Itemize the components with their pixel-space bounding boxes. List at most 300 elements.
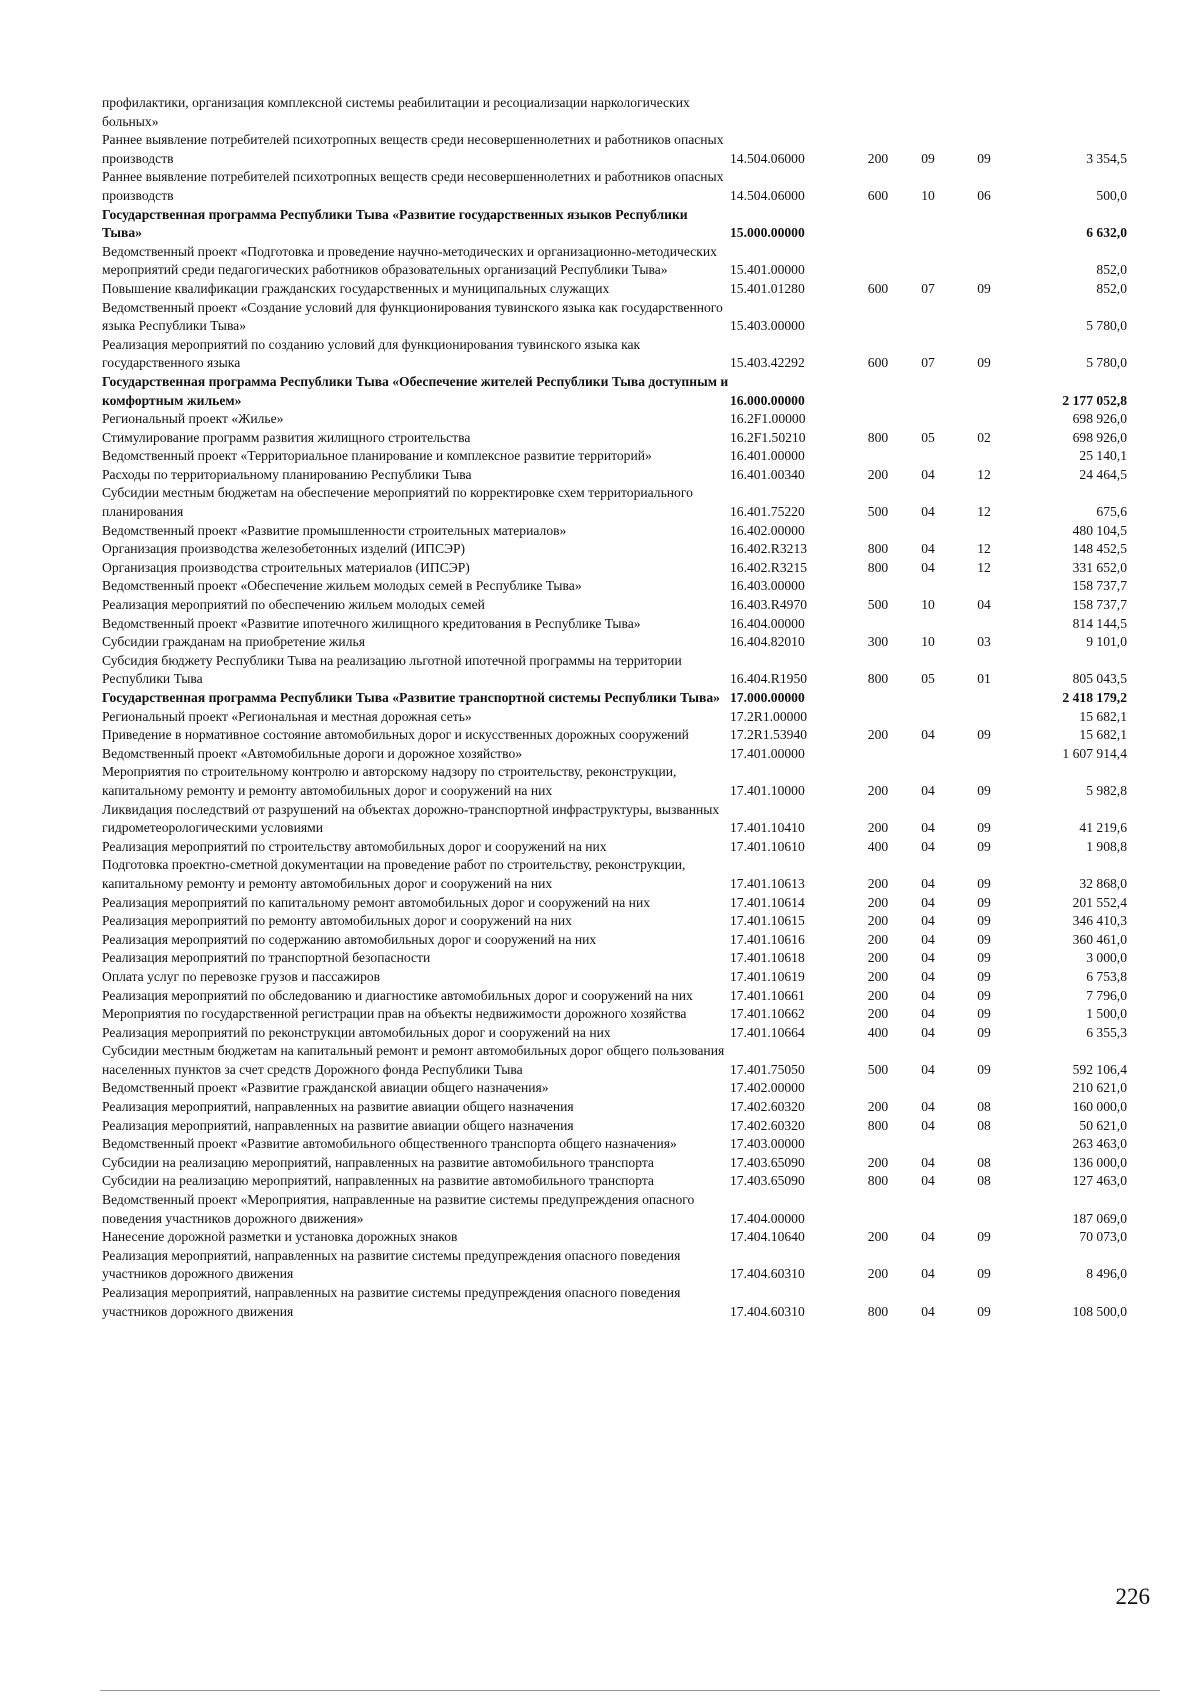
table-row bbox=[102, 894, 1127, 913]
row-csr-code: 17.401.10616 bbox=[730, 931, 805, 947]
table-row bbox=[102, 94, 1127, 131]
row-section: 04 bbox=[921, 559, 935, 575]
row-section: 05 bbox=[921, 671, 935, 687]
row-expense-type bbox=[853, 1135, 903, 1154]
row-subsection bbox=[953, 206, 1015, 243]
row-expense-type: 200 bbox=[867, 875, 889, 891]
row-section bbox=[903, 615, 953, 634]
row-name: Государственная программа Республики Тыва «Развитие государственных языков Республики Тыва» bbox=[102, 206, 688, 241]
row-name: Приведение в нормативное состояние автомобильных дорог и искусственных дорожных сооружений bbox=[102, 727, 689, 743]
table-row bbox=[102, 206, 1127, 243]
table-row bbox=[102, 466, 1127, 485]
row-section: 05 bbox=[921, 429, 935, 445]
row-subsection: 09 bbox=[977, 1266, 991, 1282]
row-amount bbox=[1015, 94, 1127, 131]
row-subsection: 09 bbox=[977, 782, 991, 798]
row-csr-code: 17.403.65090 bbox=[730, 1173, 805, 1189]
table-row bbox=[102, 484, 1127, 521]
row-subsection: 08 bbox=[977, 1117, 991, 1133]
row-section: 04 bbox=[921, 1154, 935, 1170]
row-subsection bbox=[953, 447, 1015, 466]
row-csr-code: 17.2R1.00000 bbox=[730, 708, 808, 724]
row-csr-code: 17.401.00000 bbox=[730, 745, 805, 761]
row-amount: 6 753,8 bbox=[1086, 968, 1127, 984]
table-row bbox=[102, 968, 1127, 987]
row-amount: 8 496,0 bbox=[1086, 1266, 1127, 1282]
row-amount: 698 926,0 bbox=[1072, 429, 1127, 445]
row-name: Реализация мероприятий по ремонту автомобильных дорог и сооружений на них bbox=[102, 913, 572, 929]
row-expense-type bbox=[853, 577, 903, 596]
row-subsection bbox=[953, 410, 1015, 429]
table-row bbox=[102, 652, 1127, 689]
row-expense-type: 600 bbox=[867, 187, 889, 203]
row-subsection: 03 bbox=[977, 634, 991, 650]
row-name: Субсидии на реализацию мероприятий, направленных на развитие автомобильного транспорта bbox=[102, 1154, 654, 1170]
row-csr-code: 16.403.R4970 bbox=[730, 597, 808, 613]
row-name: Реализация мероприятий по реконструкции автомобильных дорог и сооружений на них bbox=[102, 1024, 611, 1040]
table-row bbox=[102, 336, 1127, 373]
row-section bbox=[903, 299, 953, 336]
row-section: 04 bbox=[921, 968, 935, 984]
row-name: Субсидии гражданам на приобретение жилья bbox=[102, 634, 365, 650]
row-section: 07 bbox=[921, 355, 935, 371]
row-section bbox=[903, 1079, 953, 1098]
row-csr-code: 17.401.10664 bbox=[730, 1024, 805, 1040]
table-row bbox=[102, 615, 1127, 634]
row-amount: 814 144,5 bbox=[1072, 615, 1127, 631]
row-name: Ликвидация последствий от разрушений на объектах дорожно-транспортной инфраструктуры, вызванных гидрометеорологическими условиями bbox=[102, 801, 720, 836]
row-amount: 5 780,0 bbox=[1086, 355, 1127, 371]
row-expense-type: 400 bbox=[867, 1024, 889, 1040]
row-subsection: 09 bbox=[977, 931, 991, 947]
row-subsection: 09 bbox=[977, 875, 991, 891]
row-name: Реализация мероприятий по обеспечению жильем молодых семей bbox=[102, 597, 485, 613]
row-amount: 127 463,0 bbox=[1072, 1173, 1127, 1189]
row-subsection: 09 bbox=[977, 1229, 991, 1245]
row-subsection: 09 bbox=[977, 1006, 991, 1022]
table-row bbox=[102, 243, 1127, 280]
row-amount: 15 682,1 bbox=[1079, 708, 1127, 724]
table-row bbox=[102, 745, 1127, 764]
row-csr-code: 17.403.65090 bbox=[730, 1154, 805, 1170]
table-row bbox=[102, 949, 1127, 968]
row-section: 04 bbox=[921, 1006, 935, 1022]
row-name: Реализация мероприятий, направленных на развитие авиации общего назначения bbox=[102, 1099, 574, 1115]
row-subsection: 09 bbox=[977, 355, 991, 371]
row-section: 04 bbox=[921, 1024, 935, 1040]
row-expense-type: 800 bbox=[867, 1173, 889, 1189]
row-subsection: 09 bbox=[977, 280, 991, 296]
row-expense-type bbox=[853, 206, 903, 243]
row-section bbox=[903, 708, 953, 727]
row-amount: 1 607 914,4 bbox=[1062, 745, 1127, 761]
table-row bbox=[102, 1154, 1127, 1173]
row-expense-type: 200 bbox=[867, 782, 889, 798]
row-amount: 136 000,0 bbox=[1072, 1154, 1127, 1170]
row-csr-code: 15.403.42292 bbox=[730, 355, 805, 371]
row-section: 10 bbox=[921, 597, 935, 613]
row-csr-code: 16.401.75220 bbox=[730, 504, 805, 520]
row-expense-type: 400 bbox=[867, 838, 889, 854]
table-row bbox=[102, 856, 1127, 893]
row-subsection: 09 bbox=[977, 987, 991, 1003]
row-csr-code: 15.401.00000 bbox=[730, 262, 805, 278]
row-section bbox=[903, 577, 953, 596]
row-expense-type: 600 bbox=[867, 280, 889, 296]
row-name: Субсидия бюджету Республики Тыва на реализацию льготной ипотечной программы на территории Республики Тыва bbox=[102, 652, 682, 687]
row-expense-type bbox=[853, 299, 903, 336]
row-expense-type: 200 bbox=[867, 1154, 889, 1170]
row-expense-type: 200 bbox=[867, 913, 889, 929]
row-csr-code: 17.403.00000 bbox=[730, 1136, 805, 1152]
row-name: Раннее выявление потребителей психотропных веществ среди несовершеннолетних и работников опасных производств bbox=[102, 169, 724, 203]
table-row bbox=[102, 1172, 1127, 1191]
row-section bbox=[903, 410, 953, 429]
row-amount: 263 463,0 bbox=[1072, 1136, 1127, 1152]
table-row bbox=[102, 1024, 1127, 1043]
row-section bbox=[903, 206, 953, 243]
row-amount: 70 073,0 bbox=[1079, 1229, 1127, 1245]
row-section: 04 bbox=[921, 838, 935, 854]
page-number: 226 bbox=[1115, 1584, 1150, 1609]
table-row bbox=[102, 131, 1127, 168]
row-expense-type: 200 bbox=[867, 931, 889, 947]
row-section bbox=[903, 745, 953, 764]
row-amount: 158 737,7 bbox=[1072, 597, 1127, 613]
row-name: Реализация мероприятий, направленных на развитие системы предупреждения опасного поведения участников дорожного движения bbox=[102, 1285, 681, 1319]
row-expense-type bbox=[853, 689, 903, 708]
row-amount: 108 500,0 bbox=[1072, 1303, 1127, 1319]
row-subsection bbox=[953, 1191, 1015, 1228]
row-amount: 41 219,6 bbox=[1079, 820, 1127, 836]
row-subsection: 08 bbox=[977, 1173, 991, 1189]
row-section: 04 bbox=[921, 931, 935, 947]
row-amount: 24 464,5 bbox=[1079, 466, 1127, 482]
row-name: Ведомственный проект «Развитие гражданской авиации общего назначения» bbox=[102, 1080, 549, 1096]
row-subsection bbox=[953, 615, 1015, 634]
row-name: профилактики, организация комплексной системы реабилитации и ресоциализации наркологических больных» bbox=[102, 95, 690, 129]
row-amount: 2 418 179,2 bbox=[1062, 690, 1127, 705]
row-section: 04 bbox=[921, 894, 935, 910]
row-csr-code: 17.401.10000 bbox=[730, 782, 805, 798]
row-name: Субсидии местным бюджетам на капитальный ремонт и ремонт автомобильных дорог общего пользования населенных пунктов за счет средств Дорожного фонда Республики Тыва bbox=[102, 1043, 725, 1077]
table-row bbox=[102, 280, 1127, 299]
row-expense-type bbox=[853, 522, 903, 541]
row-csr-code: 17.401.10619 bbox=[730, 968, 805, 984]
row-section: 04 bbox=[921, 1099, 935, 1115]
row-csr-code: 17.401.75050 bbox=[730, 1061, 805, 1077]
table-row bbox=[102, 689, 1127, 708]
row-expense-type: 200 bbox=[867, 987, 889, 1003]
row-name: Ведомственный проект «Обеспечение жильем молодых семей в Республике Тыва» bbox=[102, 578, 582, 594]
row-expense-type: 200 bbox=[867, 727, 889, 743]
row-amount: 210 621,0 bbox=[1072, 1080, 1127, 1096]
table-row bbox=[102, 1247, 1127, 1284]
table-row bbox=[102, 299, 1127, 336]
table-row bbox=[102, 1005, 1127, 1024]
row-subsection bbox=[953, 299, 1015, 336]
row-csr-code: 16.403.00000 bbox=[730, 578, 805, 594]
row-subsection: 09 bbox=[977, 968, 991, 984]
row-expense-type bbox=[853, 410, 903, 429]
row-name: Организация производства строительных материалов (ИПСЭР) bbox=[102, 559, 470, 575]
row-csr-code: 17.401.10615 bbox=[730, 913, 805, 929]
table-row bbox=[102, 931, 1127, 950]
row-csr-code: 16.402.00000 bbox=[730, 522, 805, 538]
row-subsection: 08 bbox=[977, 1154, 991, 1170]
row-subsection bbox=[953, 243, 1015, 280]
row-amount: 346 410,3 bbox=[1072, 913, 1127, 929]
row-subsection bbox=[953, 689, 1015, 708]
row-name: Реализация мероприятий по строительству автомобильных дорог и сооружений на них bbox=[102, 838, 607, 854]
row-section: 04 bbox=[921, 950, 935, 966]
row-subsection: 09 bbox=[977, 913, 991, 929]
row-csr-code: 16.402.R3213 bbox=[730, 541, 808, 557]
row-name: Стимулирование программ развития жилищного строительства bbox=[102, 429, 471, 445]
row-subsection: 09 bbox=[977, 1024, 991, 1040]
row-amount: 201 552,4 bbox=[1072, 894, 1127, 910]
row-name: Субсидии местным бюджетам на обеспечение мероприятий по корректировке схем территориального планирования bbox=[102, 485, 693, 520]
table-row bbox=[102, 726, 1127, 745]
row-name: Организация производства железобетонных изделий (ИПСЭР) bbox=[102, 541, 466, 557]
row-section bbox=[903, 447, 953, 466]
table-row bbox=[102, 1117, 1127, 1136]
row-subsection bbox=[953, 745, 1015, 764]
row-amount: 592 106,4 bbox=[1072, 1061, 1127, 1077]
row-section: 04 bbox=[921, 875, 935, 891]
row-name: Мероприятия по государственной регистрации прав на объекты недвижимости дорожного хозяйства bbox=[102, 1006, 687, 1022]
table-row bbox=[102, 1191, 1127, 1228]
table-row bbox=[102, 410, 1127, 429]
table-row bbox=[102, 1079, 1127, 1098]
row-section bbox=[903, 1191, 953, 1228]
row-csr-code: 15.401.01280 bbox=[730, 280, 805, 296]
table-row bbox=[102, 1098, 1127, 1117]
row-name: Реализация мероприятий по созданию условий для функционирования тувинского языка как государственного языка bbox=[102, 336, 641, 371]
row-amount: 675,6 bbox=[1096, 504, 1127, 520]
row-subsection: 09 bbox=[977, 150, 991, 166]
row-expense-type bbox=[853, 708, 903, 727]
row-amount: 187 069,0 bbox=[1072, 1210, 1127, 1226]
row-subsection: 12 bbox=[977, 466, 991, 482]
row-section: 04 bbox=[921, 466, 935, 482]
row-subsection bbox=[953, 522, 1015, 541]
row-csr-code: 15.403.00000 bbox=[730, 318, 805, 334]
row-section: 04 bbox=[921, 541, 935, 557]
row-amount: 1 908,8 bbox=[1086, 838, 1127, 854]
row-csr-code: 17.404.10640 bbox=[730, 1229, 805, 1245]
row-subsection: 02 bbox=[977, 429, 991, 445]
row-subsection bbox=[953, 94, 1015, 131]
row-subsection: 12 bbox=[977, 559, 991, 575]
row-expense-type: 800 bbox=[867, 1117, 889, 1133]
budget-table bbox=[102, 94, 1127, 1321]
row-csr-code: 17.404.60310 bbox=[730, 1266, 805, 1282]
table-row bbox=[102, 429, 1127, 448]
row-expense-type: 800 bbox=[867, 429, 889, 445]
row-name: Реализация мероприятий, направленных на развитие авиации общего назначения bbox=[102, 1117, 574, 1133]
row-csr-code: 17.404.60310 bbox=[730, 1303, 805, 1319]
row-expense-type bbox=[853, 1191, 903, 1228]
row-csr-code: 15.000.00000 bbox=[730, 225, 805, 241]
row-csr-code: 17.402.60320 bbox=[730, 1099, 805, 1115]
row-amount: 50 621,0 bbox=[1079, 1117, 1127, 1133]
row-subsection: 06 bbox=[977, 187, 991, 203]
row-csr-code: 17.402.00000 bbox=[730, 1080, 805, 1096]
row-section: 09 bbox=[921, 150, 935, 166]
row-expense-type: 500 bbox=[867, 1061, 889, 1077]
row-expense-type: 600 bbox=[867, 355, 889, 371]
row-name: Расходы по территориальному планированию Республики Тыва bbox=[102, 466, 472, 482]
table-row bbox=[102, 168, 1127, 205]
row-section: 04 bbox=[921, 504, 935, 520]
row-expense-type: 200 bbox=[867, 150, 889, 166]
row-name: Ведомственный проект «Мероприятия, направленные на развитие системы предупреждения опасного поведения участников дорожного движения» bbox=[102, 1192, 695, 1226]
row-csr-code: 17.401.10661 bbox=[730, 987, 805, 1003]
row-expense-type bbox=[853, 1079, 903, 1098]
row-subsection: 12 bbox=[977, 541, 991, 557]
row-subsection: 01 bbox=[977, 671, 991, 687]
table-row bbox=[102, 1228, 1127, 1247]
row-subsection: 09 bbox=[977, 820, 991, 836]
row-csr-code: 17.401.10618 bbox=[730, 950, 805, 966]
row-subsection: 08 bbox=[977, 1099, 991, 1115]
row-subsection: 04 bbox=[977, 597, 991, 613]
row-section: 04 bbox=[921, 782, 935, 798]
row-expense-type: 800 bbox=[867, 559, 889, 575]
row-amount: 158 737,7 bbox=[1072, 578, 1127, 594]
row-name: Ведомственный проект «Создание условий для функционирования тувинского языка как государственного языка Республики Тыва» bbox=[102, 299, 723, 334]
row-name: Ведомственный проект «Развитие ипотечного жилищного кредитования в Республике Тыва» bbox=[102, 615, 641, 631]
row-amount: 5 982,8 bbox=[1086, 782, 1127, 798]
row-section bbox=[903, 689, 953, 708]
row-name: Региональный проект «Региональная и местная дорожная сеть» bbox=[102, 708, 472, 724]
row-name: Реализация мероприятий по капитальному ремонт автомобильных дорог и сооружений на них bbox=[102, 894, 651, 910]
table-row bbox=[102, 447, 1127, 466]
table-row bbox=[102, 801, 1127, 838]
row-csr-code: 16.404.00000 bbox=[730, 615, 805, 631]
row-expense-type: 200 bbox=[867, 820, 889, 836]
row-expense-type: 800 bbox=[867, 671, 889, 687]
row-amount: 852,0 bbox=[1096, 280, 1127, 296]
row-name: Ведомственный проект «Развитие автомобильного общественного транспорта общего назначения» bbox=[102, 1136, 677, 1152]
table-row bbox=[102, 633, 1127, 652]
row-csr-code: 17.401.10613 bbox=[730, 875, 805, 891]
row-amount: 480 104,5 bbox=[1072, 522, 1127, 538]
row-csr-code: 16.401.00000 bbox=[730, 448, 805, 464]
row-name: Оплата услуг по перевозке грузов и пассажиров bbox=[102, 968, 381, 984]
table-row bbox=[102, 522, 1127, 541]
row-subsection: 12 bbox=[977, 504, 991, 520]
row-subsection: 09 bbox=[977, 727, 991, 743]
row-csr-code: 16.404.82010 bbox=[730, 634, 805, 650]
row-section: 10 bbox=[921, 634, 935, 650]
row-section: 04 bbox=[921, 820, 935, 836]
row-name: Реализация мероприятий по транспортной безопасности bbox=[102, 950, 431, 966]
row-subsection: 09 bbox=[977, 950, 991, 966]
row-amount: 25 140,1 bbox=[1079, 448, 1127, 464]
row-subsection bbox=[953, 1079, 1015, 1098]
row-amount: 9 101,0 bbox=[1086, 634, 1127, 650]
row-expense-type: 500 bbox=[867, 504, 889, 520]
row-csr-code: 16.2F1.50210 bbox=[730, 429, 806, 445]
row-section: 04 bbox=[921, 987, 935, 1003]
row-name: Реализация мероприятий по содержанию автомобильных дорог и сооружений на них bbox=[102, 931, 597, 947]
table-row bbox=[102, 1135, 1127, 1154]
table-row bbox=[102, 912, 1127, 931]
row-name: Реализация мероприятий по обследованию и диагностике автомобильных дорог и сооружений на них bbox=[102, 987, 693, 1003]
row-csr-code: 17.000.00000 bbox=[730, 690, 805, 705]
row-name: Ведомственный проект «Территориальное планирование и комплексное развитие территорий» bbox=[102, 448, 652, 464]
row-expense-type bbox=[853, 373, 903, 410]
row-subsection: 09 bbox=[977, 1303, 991, 1319]
row-amount: 3 354,5 bbox=[1086, 150, 1127, 166]
row-subsection: 09 bbox=[977, 838, 991, 854]
row-amount: 160 000,0 bbox=[1072, 1099, 1127, 1115]
row-expense-type: 200 bbox=[867, 894, 889, 910]
row-name: Подготовка проектно-сметной документации на проведение работ по строительству, реконструкции, капитальному ремонту и ремонту автомобильных дорог и сооружений на них bbox=[102, 857, 686, 891]
row-subsection bbox=[953, 708, 1015, 727]
row-amount: 2 177 052,8 bbox=[1062, 392, 1127, 408]
row-expense-type: 800 bbox=[867, 1303, 889, 1319]
row-subsection bbox=[953, 373, 1015, 410]
row-csr-code: 17.401.10610 bbox=[730, 838, 805, 854]
row-expense-type: 200 bbox=[867, 466, 889, 482]
row-section: 04 bbox=[921, 1303, 935, 1319]
row-amount: 360 461,0 bbox=[1072, 931, 1127, 947]
row-amount: 7 796,0 bbox=[1086, 987, 1127, 1003]
row-expense-type: 200 bbox=[867, 1266, 889, 1282]
row-subsection: 09 bbox=[977, 1061, 991, 1077]
row-section bbox=[903, 373, 953, 410]
row-section: 04 bbox=[921, 1061, 935, 1077]
table-row bbox=[102, 596, 1127, 615]
row-name: Региональный проект «Жилье» bbox=[102, 411, 284, 427]
row-name: Государственная программа Республики Тыва «Развитие транспортной системы Республики Тыва» bbox=[102, 690, 720, 705]
table-row bbox=[102, 1284, 1127, 1321]
row-amount: 5 780,0 bbox=[1086, 318, 1127, 334]
footer-divider bbox=[100, 1690, 1160, 1691]
row-name: Государственная программа Республики Тыва «Обеспечение жителей Республики Тыва доступным и комфортным жильем» bbox=[102, 373, 729, 408]
row-name: Ведомственный проект «Подготовка и проведение научно-методических и организационно-методических мероприятий среди педагогических работников образовательных организаций Республики Тыва» bbox=[102, 243, 717, 278]
row-section bbox=[903, 1135, 953, 1154]
row-name: Реализация мероприятий, направленных на развитие системы предупреждения опасного поведения участников дорожного движения bbox=[102, 1247, 681, 1282]
row-csr-code: 17.401.10662 bbox=[730, 1006, 805, 1022]
row-amount: 698 926,0 bbox=[1072, 411, 1127, 427]
table-row bbox=[102, 708, 1127, 727]
row-amount: 805 043,5 bbox=[1072, 671, 1127, 687]
row-csr-code: 17.401.10410 bbox=[730, 820, 805, 836]
table-row bbox=[102, 540, 1127, 559]
row-section: 10 bbox=[921, 187, 935, 203]
row-expense-type bbox=[853, 615, 903, 634]
row-amount: 6 355,3 bbox=[1086, 1024, 1127, 1040]
row-csr-code: 17.401.10614 bbox=[730, 894, 805, 910]
row-expense-type: 800 bbox=[867, 541, 889, 557]
row-name: Раннее выявление потребителей психотропных веществ среди несовершеннолетних и работников опасных производств bbox=[102, 132, 724, 166]
row-csr-code: 16.402.R3215 bbox=[730, 559, 808, 575]
row-amount: 852,0 bbox=[1096, 262, 1127, 278]
row-csr-code: 16.000.00000 bbox=[730, 392, 805, 408]
row-name: Нанесение дорожной разметки и установка дорожных знаков bbox=[102, 1229, 458, 1245]
row-name: Мероприятия по строительному контролю и авторскому надзору по строительству, реконструкции, капитальному ремонту и ремонту автомобильных дорог и сооружений на них bbox=[102, 764, 677, 798]
row-csr-code: 16.401.00340 bbox=[730, 466, 805, 482]
row-expense-type: 200 bbox=[867, 1229, 889, 1245]
row-amount: 32 868,0 bbox=[1079, 875, 1127, 891]
row-csr-code: 16.404.R1950 bbox=[730, 671, 808, 687]
row-section: 04 bbox=[921, 913, 935, 929]
row-csr-code: 14.504.06000 bbox=[730, 150, 805, 166]
